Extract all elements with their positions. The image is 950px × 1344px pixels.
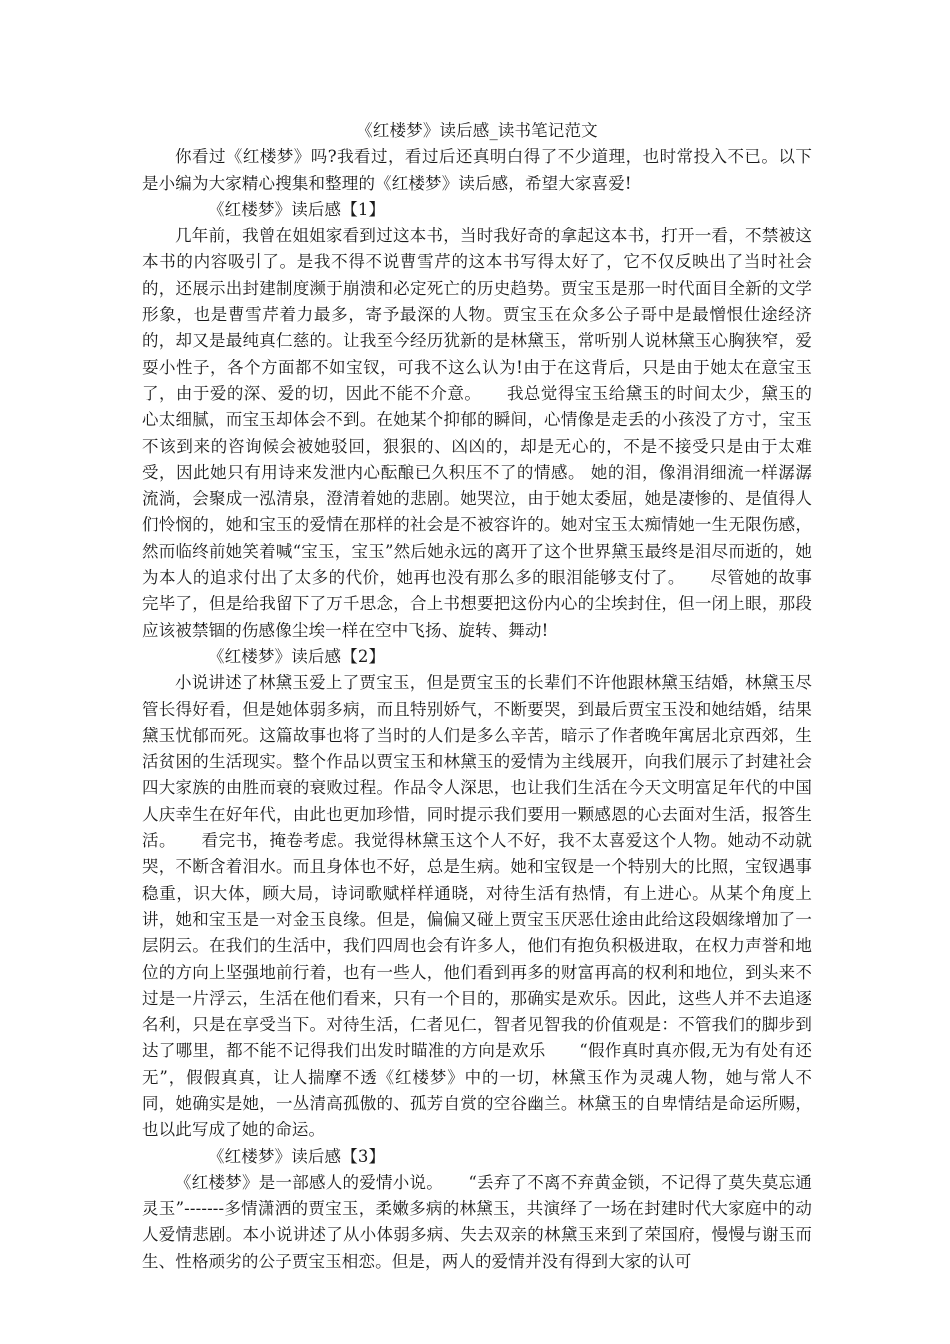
section-body-3: 《红楼梦》是一部感人的爱情小说。 “丢弃了不离不弃黄金锁，不记得了莫失莫忘通灵玉”-------多情潇洒的贾宝玉，柔嫩多病的林黛玉，共演绎了一场在封建时代大家庭中的动人爱情悲剧。本小说讲述了从小体弱多病、失去双亲的林黛玉来到了荣国府，慢慢与谢玉而生、性格顽劣的公子贾宝玉相恋。但是，两人的爱情并没有得到大家的认可 (142, 1172, 812, 1271)
section-heading-3: 《红楼梦》读后感【3】 (208, 1146, 386, 1166)
section-heading-2: 《红楼梦》读后感【2】 (208, 646, 386, 666)
section-body-2: 小说讲述了林黛玉爱上了贾宝玉，但是贾宝玉的长辈们不许他跟林黛玉结婚，林黛玉尽管长得好看，但是她体弱多病，而且特别娇气，不断要哭，到最后贾宝玉没和她结婚，结果黛玉忧郁而死。这篇故事也将了当时的人们是多么辛苦，暗示了作者晚年寓居北京西郊，生活贫困的生活现实。整个作品以贾宝玉和林黛玉的爱情为主线展开，向我们展示了封建社会四大家族的由胜而衰的衰败过程。作品令人深思，也让我们生活在今天文明富足年代的中国人庆幸生在好年代，由此也更加珍惜，同时提示我们要用一颗感恩的心去面对生活，报答生活。 看完书，掩卷考虑。我觉得林黛玉这个人不好，我不太喜爱这个人物。她动不动就哭，不断含着泪水。而且身体也不好，总是生病。她和宝钗是一个特别大的比照，宝钗遇事稳重，识大体，顾大局，诗词歌赋样样通晓，对待生活有热情，有上进心。从某个角度上讲，她和宝玉是一对金玉良缘。但是，偏偏又碰上贾宝玉厌恶仕途由此给这段姻缘增加了一层阴云。在我们的生活中，我们四周也会有许多人，他们有抱负积极进取，在权力声誉和地位的方向上坚强地前行着，也有一些人，他们看到再多的财富再高的权利和地位，到头来不过是一片浮云，生活在他们看来，只有一个目的，那确实是欢乐。因此，这些人并不去追逐名利，只是在享受当下。对待生活，仁者见仁，智者见智我的价值观是：不管我们的脚步到达了哪里，都不能不记得我们出发时瞄准的方向是欢乐 “假作真时真亦假,无为有处有还无”，假假真真，让人揣摩不透《红楼梦》中的一切，林黛玉作为灵魂人物，她与常人不同，她确实是她，一丛清高孤傲的、孤芳自赏的空谷幽兰。林黛玉的自卑情结是命运所赐，也以此写成了她的命运。 (142, 673, 812, 1140)
section-heading-1: 《红楼梦》读后感【1】 (208, 199, 386, 219)
section-body-1: 几年前，我曾在姐姐家看到过这本书，当时我好奇的拿起这本书，打开一看，不禁被这本书的内容吸引了。是我不得不说曹雪芹的这本书写得太好了，它不仅反映出了当时社会的，还展示出封建制度濒于崩溃和必定死亡的历史趋势。贾宝玉是那一时代面目全新的文学形象，也是曹雪芹着力最多，寄予最深的人物。贾宝玉在众多公子哥中是最憎恨仕途经济的，却又是最纯真仁慈的。让我至今经历犹新的是林黛玉，常听别人说林黛玉心胸狭窄，爱耍小性子，各个方面都不如宝钗，可我不这么认为!由于在这背后，只是由于她太在意宝玉了，由于爱的深、爱的切，因此不能不介意。 我总觉得宝玉给黛玉的时间太少，黛玉的心太细腻，而宝玉却体会不到。在她某个抑郁的瞬间，心情像是走丢的小孩没了方寸，宝玉不该到来的咨询候会被她驳回，狠狠的、凶凶的，却是无心的，不是不接受只是由于太难受，因此她只有用诗来发泄内心酝酿已久积压不了的情感。 她的泪，像涓涓细流一样潺潺流淌，会聚成一泓清泉，澄清着她的悲剧。她哭泣，由于她太委屈，她是凄惨的、是值得人们怜悯的，她和宝玉的爱情在那样的社会是不被容许的。她对宝玉太痴情她一生无限伤感，然而临终前她笑着喊“宝玉，宝玉”然后她永远的离开了这个世界黛玉最终是泪尽而逝的，她为本人的追求付出了太多的代价，她再也没有那么多的眼泪能够支付了。 尽管她的故事完毕了，但是给我留下了万千思念，合上书想要把这份内心的尘埃封住，但一闭上眼，那段应该被禁锢的伤感像尘埃一样在空中飞扬、旋转、舞动! (142, 226, 812, 640)
intro-paragraph: 你看过《红楼梦》吗?我看过，看过后还真明白得了不少道理，也时常投入不已。以下是小编为大家精心搜集和整理的《红楼梦》读后感，希望大家喜爱! (142, 147, 812, 193)
document-title: 《红楼梦》读后感_读书笔记范文 (356, 121, 598, 140)
document-page (142, 118, 812, 1275)
